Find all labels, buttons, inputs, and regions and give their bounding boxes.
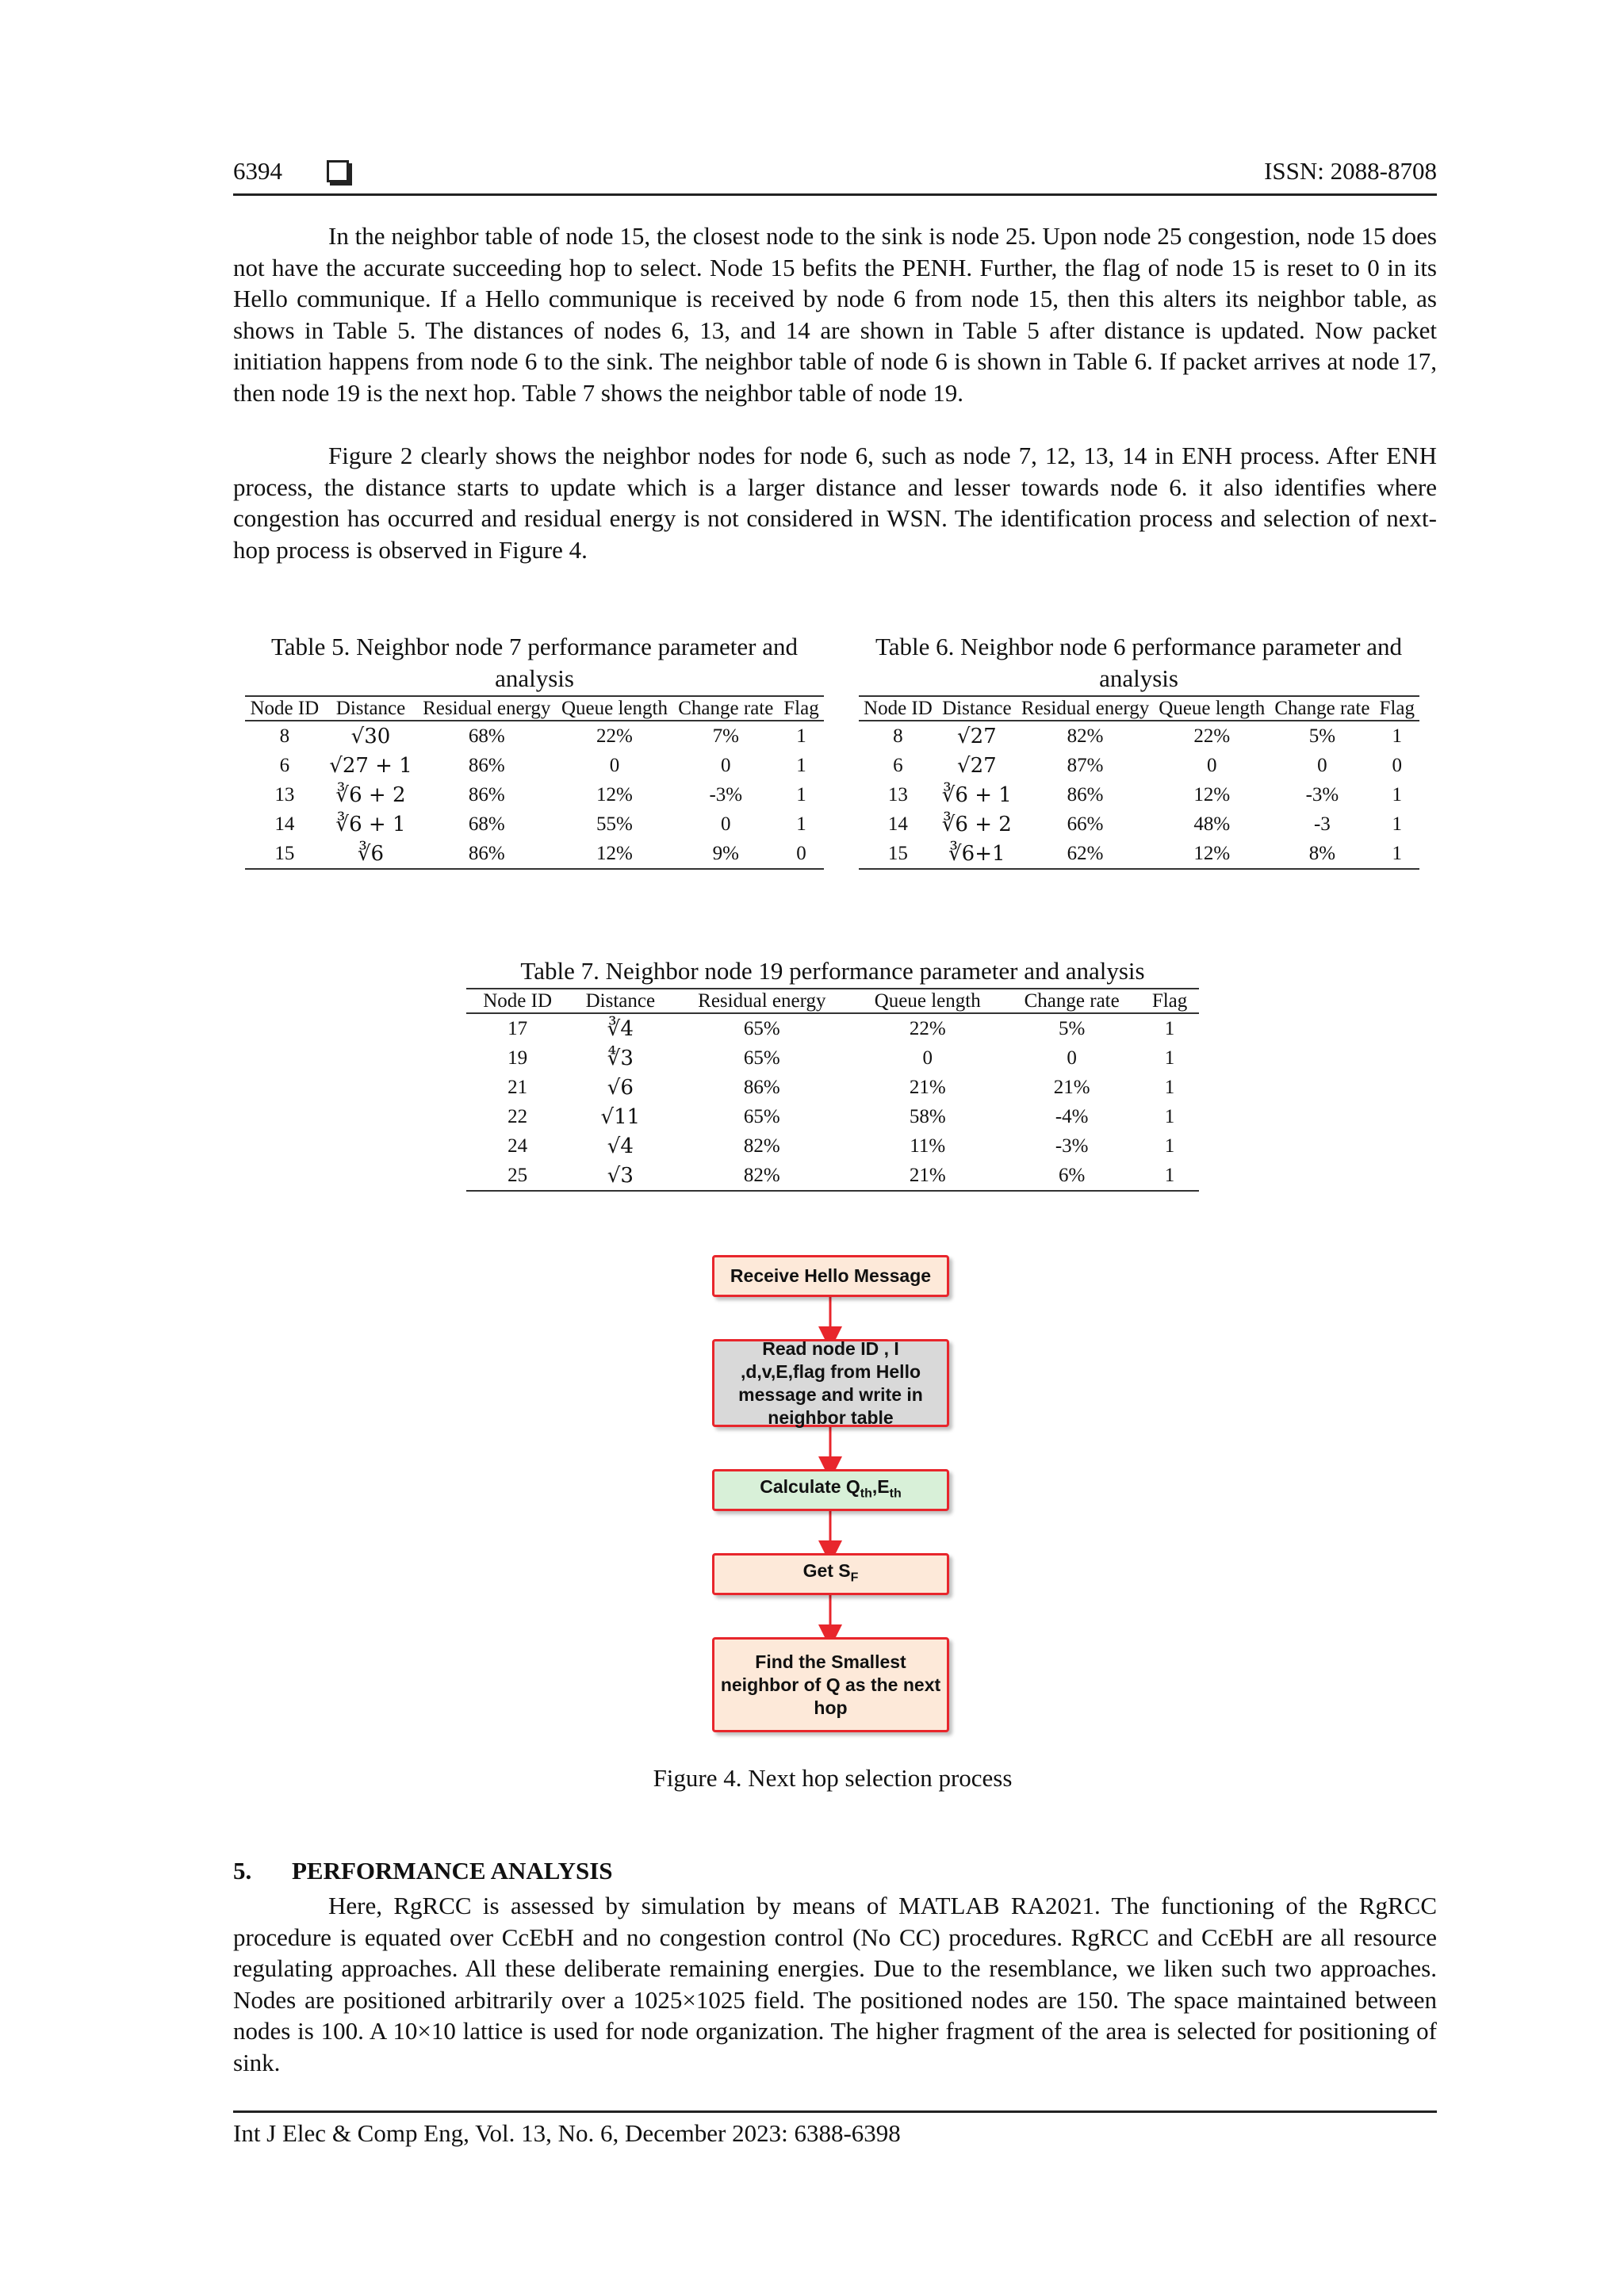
- table-cell: 82%: [672, 1161, 852, 1191]
- table-header: Queue length: [852, 989, 1003, 1013]
- distance-cell: √27 + 1: [329, 753, 412, 778]
- distance-cell: ∛6: [324, 839, 418, 869]
- distance-cell: ∛6 + 2: [335, 783, 406, 807]
- distance-cell: √27: [957, 753, 997, 778]
- table-cell: 9%: [673, 839, 779, 869]
- distance-cell: √30: [350, 724, 391, 748]
- table-cell: 82%: [1067, 725, 1104, 747]
- table-cell: 68%: [468, 725, 505, 747]
- table-cell: 25: [466, 1161, 569, 1191]
- flow-step-receive-hello: Receive Hello Message: [712, 1255, 949, 1297]
- table-cell: 21: [508, 1076, 528, 1098]
- table-cell: 21%: [909, 1076, 946, 1098]
- table-header: Change rate: [1270, 696, 1374, 721]
- distance-cell: ∛4: [607, 1016, 634, 1041]
- table-cell: 14: [274, 813, 295, 835]
- table-cell: 1: [1164, 1076, 1175, 1098]
- table-cell: 0: [922, 1047, 933, 1069]
- distance-cell: ∜3: [607, 1046, 634, 1070]
- table-header: Node ID: [466, 989, 569, 1013]
- table-cell: 65%: [743, 1105, 780, 1127]
- table-cell: 65%: [743, 1017, 780, 1039]
- table-cell: 86%: [1067, 783, 1104, 806]
- table-cell: 1: [796, 813, 806, 835]
- table-cell: 0: [779, 839, 824, 869]
- table-header: Change rate: [673, 696, 779, 721]
- table-cell: -3%: [709, 783, 743, 806]
- table-header: Queue length: [556, 696, 672, 721]
- table6-caption: Table 6. Neighbor node 6 performance parameter and analysis: [875, 633, 1403, 692]
- table-cell: 17: [508, 1017, 528, 1039]
- table-cell: 22%: [1193, 725, 1231, 747]
- table-header: Residual energy: [672, 989, 852, 1013]
- table-header: Residual energy: [417, 696, 556, 721]
- table-cell: 0: [1207, 754, 1217, 776]
- table-header: Node ID: [245, 696, 324, 721]
- paragraph-3: Here, RgRCC is assessed by simulation by means of MATLAB RA2021. The functioning of the RgRCC procedure is equated over CcEbH and no congestion control (No CC) procedures. RgRCC and CcEbH are all resource regulating approaches. All these deliberate remaining energies. Due to the resemblance, we liken such two approaches. Nodes are positioned arbitrarily over a 1025×1025 field. The positioned nodes are 150. The space maintained between nodes is 100. A 10×10 lattice is used for node organization. The higher fragment of the area is selected for positioning of sink.: [233, 1892, 1437, 2076]
- table-cell: 8: [893, 725, 903, 747]
- table-header: Residual energy: [1017, 696, 1154, 721]
- table-cell: 1: [1392, 813, 1402, 835]
- table-cell: 11%: [910, 1135, 946, 1157]
- table-cell: -3%: [1305, 783, 1339, 806]
- table-cell: 65%: [743, 1047, 780, 1069]
- table-cell: 19: [508, 1047, 528, 1069]
- table-cell: 5%: [1059, 1017, 1086, 1039]
- table7-caption: Table 7. Neighbor node 19 performance parameter and analysis: [520, 957, 1145, 985]
- table-header: Flag: [779, 696, 824, 721]
- flow-step-read-node: Read node ID , I ,d,v,E,flag from Hello message and write in neighbor table: [712, 1339, 949, 1427]
- distance-cell: √6: [607, 1075, 634, 1100]
- table-cell: 1: [1164, 1017, 1175, 1039]
- issn: ISSN: 2088-8708: [1264, 157, 1437, 185]
- table-header: Flag: [1374, 696, 1419, 721]
- page-number: 6394: [233, 157, 282, 185]
- get-sf-label: Get $S_F$: [802, 1559, 859, 1585]
- table-cell: 0: [1067, 1047, 1077, 1069]
- table-cell: 1: [796, 725, 806, 747]
- table-cell: -3: [1313, 813, 1331, 835]
- table-cell: 1: [1374, 839, 1419, 869]
- table-cell: 1: [1392, 725, 1402, 747]
- table-header: Flag: [1140, 989, 1199, 1013]
- table-cell: 21%: [852, 1161, 1003, 1191]
- table-cell: 87%: [1067, 754, 1104, 776]
- table-cell: 12%: [1154, 839, 1270, 869]
- table-cell: 68%: [468, 813, 505, 835]
- distance-cell: ∛6 + 1: [941, 783, 1012, 807]
- table-cell: 1: [1392, 783, 1402, 806]
- table-header: Queue length: [1154, 696, 1270, 721]
- table-cell: 0: [609, 754, 620, 776]
- page-footer: Int J Elec & Comp Eng, Vol. 13, No. 6, December 2023: 6388-6398: [233, 2110, 1437, 2148]
- table-cell: 12%: [556, 839, 672, 869]
- table-header: Change rate: [1003, 989, 1140, 1013]
- table-cell: 7%: [712, 725, 739, 747]
- table-cell: 86%: [417, 839, 556, 869]
- table-cell: 66%: [1067, 813, 1104, 835]
- table-cell: 8%: [1270, 839, 1374, 869]
- table-cell: 13: [887, 783, 908, 806]
- table-cell: 1: [796, 783, 806, 806]
- table-cell: 5%: [1308, 725, 1336, 747]
- flow-step-get-sf: [712, 1553, 949, 1595]
- figure4-caption: Figure 4. Next hop selection process: [653, 1764, 1013, 1792]
- table-cell: 15: [245, 839, 324, 869]
- section-heading: [233, 1857, 613, 1885]
- table-cell: 1: [1164, 1047, 1175, 1069]
- table-cell: 12%: [1193, 783, 1231, 806]
- table-cell: -4%: [1055, 1105, 1089, 1127]
- table-header: Node ID: [859, 696, 937, 721]
- table-cell: 0: [1317, 754, 1327, 776]
- table-cell: 1: [1140, 1161, 1199, 1191]
- table-cell: 12%: [596, 783, 633, 806]
- paragraph-1: In the neighbor table of node 15, the closest node to the sink is node 25. Upon node 25 congestion, node 15 does not have the accurate succeeding hop to select. Node 15 befits the PENH. Further, the flag of node 15 is reset to 0 in its Hello communique. If a Hello communique is received by node 6 from node 15, then this alters its neighbor table, as shows in Table 5. The distances of nodes 6, 13, and 14 are shown in Table 5 after distance is updated. Now packet initiation happens from node 6 to the sink. The neighbor table of node 6 is shown in Table 6. If packet arrives at node 17, then node 19 is the next hop. Table 7 shows the neighbor table of node 19.: [233, 222, 1437, 407]
- table-cell: 1: [1164, 1105, 1175, 1127]
- table-cell: 24: [508, 1135, 528, 1157]
- distance-cell: √3: [569, 1161, 672, 1191]
- table-cell: 6%: [1003, 1161, 1140, 1191]
- table-cell: 0: [1392, 754, 1402, 776]
- table-cell: 0: [721, 813, 731, 835]
- table-cell: 48%: [1193, 813, 1231, 835]
- table-header: Distance: [324, 696, 418, 721]
- table-cell: -3%: [1055, 1135, 1089, 1157]
- section-title: PERFORMANCE ANALYSIS: [292, 1857, 613, 1885]
- flow-step-calculate: [712, 1469, 949, 1511]
- table-cell: 22: [508, 1105, 528, 1127]
- calculate-label: Calculate $Q_{th},E_{th}$: [760, 1475, 902, 1501]
- table-cell: 0: [721, 754, 731, 776]
- distance-cell: √11: [600, 1104, 641, 1129]
- flow-step-find-smallest: Find the Smallest neighbor of Q as the next hop: [712, 1637, 949, 1732]
- table-cell: 22%: [909, 1017, 946, 1039]
- distance-cell: ∛6+1: [937, 839, 1017, 869]
- table-cell: 14: [887, 813, 908, 835]
- table-cell: 21%: [1053, 1076, 1090, 1098]
- distance-cell: ∛6 + 1: [335, 812, 406, 836]
- table-cell: 13: [274, 783, 295, 806]
- table-cell: 86%: [743, 1076, 780, 1098]
- distance-cell: ∛6 + 2: [941, 812, 1012, 836]
- table-cell: 86%: [468, 783, 505, 806]
- table-header: Distance: [937, 696, 1017, 721]
- distance-cell: √4: [607, 1134, 634, 1158]
- table-cell: 15: [859, 839, 937, 869]
- table-cell: 8: [279, 725, 290, 747]
- table-cell: 1: [1164, 1135, 1175, 1157]
- table-cell: 82%: [743, 1135, 780, 1157]
- table-cell: 55%: [596, 813, 633, 835]
- table-cell: 6: [279, 754, 290, 776]
- distance-cell: √27: [957, 724, 997, 748]
- table-header: Distance: [569, 989, 672, 1013]
- table-cell: 1: [796, 754, 806, 776]
- paragraph-2: Figure 2 clearly shows the neighbor nodes for node 6, such as node 7, 12, 13, 14 in ENH process. After ENH process, the distance starts to update which is a larger distance and lesser towards node 6. it also identifies where congestion has occurred and residual energy is not considered in WSN. The identification process and selection of next-hop process is observed in Figure 4.: [233, 442, 1437, 564]
- section-number: 5.: [233, 1857, 252, 1885]
- table-cell: 22%: [596, 725, 633, 747]
- table-cell: 86%: [468, 754, 505, 776]
- table-cell: 62%: [1017, 839, 1154, 869]
- table5-caption: Table 5. Neighbor node 7 performance parameter and analysis: [270, 633, 799, 692]
- table-cell: 58%: [909, 1105, 946, 1127]
- table-cell: 6: [893, 754, 903, 776]
